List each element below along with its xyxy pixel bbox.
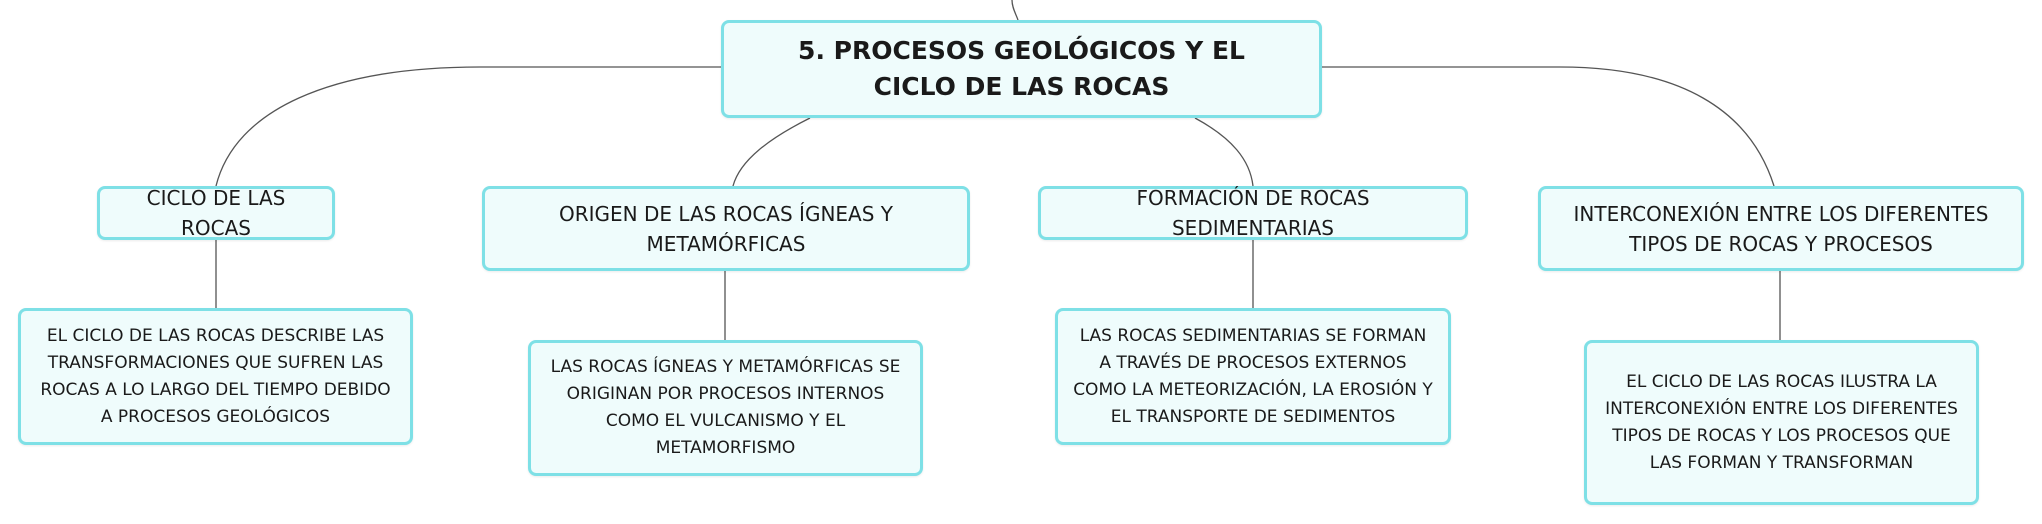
- topic-node-label: INTERCONEXIÓN ENTRE LOS DIFERENTES TIPOS DE ROCAS Y PROCESOS: [1573, 201, 1989, 256]
- detail-node-text: LAS ROCAS ÍGNEAS Y METAMÓRFICAS SE ORIGINAN POR PROCESOS INTERNOS COMO EL VULCANISMO Y EL METAMORFISMO: [550, 357, 901, 458]
- topic-node-label: CICLO DE LAS ROCAS: [146, 186, 286, 240]
- connector-root-topic-1: [216, 67, 721, 186]
- topic-node-interconexion[interactable]: [1538, 186, 2024, 271]
- connector-parent-root: [1012, 0, 1018, 20]
- detail-node-ciclo[interactable]: [18, 308, 413, 445]
- detail-node-text: LAS ROCAS SEDIMENTARIAS SE FORMAN A TRAVÉS DE PROCESOS EXTERNOS COMO LA METEORIZACIÓN, LA EROSIÓN Y EL TRANSPORTE DE SEDIMENTOS: [1073, 325, 1433, 427]
- connector-root-topic-4: [1322, 67, 1774, 186]
- topic-node-formacion[interactable]: [1038, 186, 1468, 240]
- detail-node-formacion[interactable]: [1055, 308, 1451, 445]
- root-node[interactable]: [721, 20, 1322, 118]
- topic-node-label: ORIGEN DE LAS ROCAS ÍGNEAS Y METAMÓRFICAS: [558, 201, 893, 256]
- topic-node-ciclo[interactable]: [97, 186, 335, 240]
- detail-node-interconexion[interactable]: [1584, 340, 1979, 505]
- topic-node-label: FORMACIÓN DE ROCAS SEDIMENTARIAS: [1136, 186, 1370, 240]
- topic-node-origen[interactable]: [482, 186, 970, 271]
- root-node-label: 5. PROCESOS GEOLÓGICOS Y EL CICLO DE LAS ROCAS: [798, 36, 1245, 101]
- detail-node-text: EL CICLO DE LAS ROCAS DESCRIBE LAS TRANSFORMACIONES QUE SUFREN LAS ROCAS A LO LARGO DEL TIEMPO DEBIDO A PROCESOS GEOLÓGICOS: [40, 325, 391, 427]
- connector-root-topic-2: [733, 118, 810, 186]
- connector-root-topic-3: [1195, 118, 1253, 186]
- detail-node-origen[interactable]: [528, 340, 923, 476]
- detail-node-text: EL CICLO DE LAS ROCAS ILUSTRA LA INTERCONEXIÓN ENTRE LOS DIFERENTES TIPOS DE ROCAS Y LOS PROCESOS QUE LAS FORMAN Y TRANSFORMAN: [1605, 371, 1958, 473]
